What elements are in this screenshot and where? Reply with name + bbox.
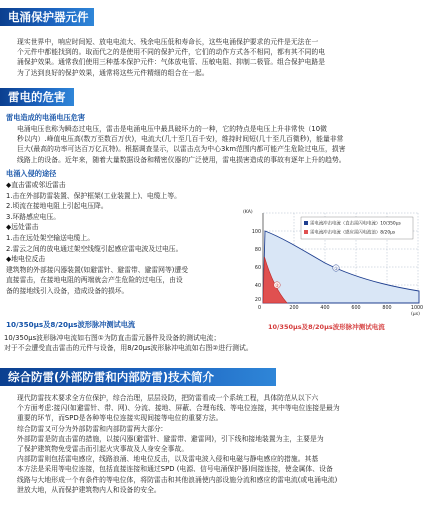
x-tick-label: 1000: [410, 306, 424, 311]
y-tick-label: 20: [254, 298, 261, 303]
legend-swatch-2: [304, 230, 308, 234]
text-line: 线路与大地形成一个有条件的等电位体，将防雷击和其他浪涌使内部设施分流和感应的雷电流(或电涌电流): [17, 475, 338, 484]
x-tick-label: 800: [382, 306, 392, 311]
y-tick-label: 40: [254, 284, 261, 289]
y-axis-label: (KA): [243, 210, 253, 215]
text-line: 本方法是采用等电位连接，包括直接连接和通过SPD (电源、信号电涌保护器)间接连接，使金属体、设备: [17, 465, 333, 474]
integrated-protection-paragraph: [4, 393, 425, 495]
legend-entry-2: 雷电流冲击电流（感应雷闪电波浪）8/20μs: [310, 230, 396, 236]
text-line: 泄放大地，从而保护建筑物内人和设备的安全。: [17, 485, 161, 494]
list-item: 2.雷云之间的放电通过架空线缆引起感应雷电波及过电压。: [6, 244, 183, 253]
text-line: 现代防雷技术要求全方位保护，综合治理，层层设防，把防雷看成一个系统工程，具体防范从以下六: [17, 394, 319, 402]
section-title-spd-classification: 电涌保护器元件的分类: [0, 8, 94, 26]
y-tick-label: 0: [257, 306, 261, 311]
legend-swatch-1: [304, 221, 308, 225]
list-item: ◆远处雷击: [6, 223, 39, 232]
x-axis-label: (μs): [411, 312, 420, 317]
list-item: ◆直击雷或邻近雷击: [6, 181, 66, 189]
y-tick-label: 60: [254, 266, 261, 271]
section-title-integrated-protection: 综合防雷(外部防雷和内部防雷)技术简介: [0, 368, 276, 386]
text-line: 综合防雷又可分为外部防雷和内部防雷两大部分:: [17, 424, 164, 433]
subtitle-surge-voltage-hazard: 雷电造成的电涌电压危害: [6, 113, 86, 122]
text-line: 重要的环节，而SPD是各种等电位连接实现间接等电位的重要方法。: [17, 414, 223, 423]
waveform-chart-svg: [241, 205, 424, 318]
y-tick-label: 80: [254, 248, 261, 253]
list-item: 3.环路感应电压。: [6, 212, 61, 221]
surge-hazard-paragraph: [4, 124, 425, 165]
text-line: 外部防雷是防直击雷的措施，以接闪器(避雷针、避雷带、避雷网)，引下线和接地装置为主，主要是为: [17, 434, 324, 443]
text-line: 巨大(最高的功率可达百万亿瓦特)。根据调查显示，以雷击点为中心3km范围内都可能产生危险过电压，损害: [17, 145, 346, 154]
subtitle-waveform-test-current: 10/350μs及8/20μs波形脉冲测试电流: [6, 320, 136, 329]
legend-entry-1: 雷电流冲击电流（直击雷闪电电流）10/350μs: [310, 221, 401, 227]
y-tick-label: 100: [251, 230, 261, 235]
curve-label-2: ②: [275, 284, 280, 289]
list-item: 1.击在外部防雷装置、保护框架(工业装置上)、电缆上等。: [6, 191, 181, 200]
list-item: 1.击在远处架空输送电缆上。: [6, 233, 95, 242]
list-item: 2.顷流在接地电阻上引起电压降。: [6, 202, 108, 211]
x-tick-label: 400: [320, 306, 330, 311]
text-line: 电涌电压也称为瞬态过电压，雷击是电涌电压中最具破坏力的一种，它的特点是电压上升非常快（10微: [17, 125, 328, 133]
surge-paths-list: [6, 180, 242, 297]
text-line: 涌保护效果。通常我们使用三种基本保护元件：气体放电管、压敏电阻、抑制二极管。组合保护电路是: [17, 58, 326, 67]
section-title-lightning-hazard: 雷电的危害: [0, 88, 74, 106]
text-line: 线路上的设备。近年来，随着大量数据设备和精密仪器的广泛使用，雷电损害造成的事故有逐年上升的趋势。: [17, 155, 346, 164]
x-tick-label: 600: [351, 306, 361, 311]
list-item: 备的接地线引入设备，造成设备的损坏。: [6, 286, 129, 295]
list-item: ◆地电位反击: [6, 255, 46, 264]
list-item: 直接雷击，在接地电阻的两端就会产生危险的过电压，由设: [6, 276, 183, 285]
curve-label-1: ①: [334, 267, 339, 272]
x-tick-label: 200: [289, 306, 299, 311]
text-line: 秒以内）.峰值电压高(数万至数百万伏)，电流大(几十至几百千安)，维持时间短(几十至几百微秒)，能量非常: [17, 135, 344, 144]
text-line: 现实世界中，响应时间短、放电电流大、残余电压低和寿命长，这些电涌保护要求的元件是无法在一: [17, 38, 319, 46]
list-item: 建筑物的外部接闪器装置(如避雷针、避雷带、避雷网等)遭受: [6, 265, 189, 274]
chart-caption: 10/350μs及8/20μs波形脉冲测试电流: [268, 323, 385, 331]
waveform-chart: [241, 205, 424, 318]
subtitle-surge-paths: 电涌入侵的途径: [6, 169, 57, 178]
spd-classification-paragraph: [4, 37, 425, 78]
text-line: 为了达到良好的保护效果，通常将这些元件精细的组合在一起。: [17, 68, 209, 77]
text-line: 了保护建筑物免受雷击而引起火灾事故及人身安全事故。: [17, 445, 189, 454]
legend-box: [301, 217, 413, 239]
text-line: 10/350μs波形脉冲电流如右图①为防直击雷元器件及设备的测试电流；: [4, 334, 221, 342]
text-line: 对于不会遭受直击雷击的元件与设备，用8/20μs波形脉冲电流如右图②进行测试。: [4, 344, 253, 353]
text-line: 个元件中都能找到的。取而代之的是使用不同的保护元件，它们的动作方式各不相同，都有其不同的电: [17, 48, 326, 57]
waveform-paragraph: [4, 333, 425, 353]
text-line: 内部防雷则包括雷电感应，线路浪涌、地电位反击，以及雷电波入侵和电磁与静电感应的措施。其基: [17, 455, 319, 464]
text-line: 个方面考虑:接闪(如避雷针、带、网)、分流、接地、屏蔽、合理布线、等电位连接，其中等电位连接是最为: [17, 404, 340, 413]
